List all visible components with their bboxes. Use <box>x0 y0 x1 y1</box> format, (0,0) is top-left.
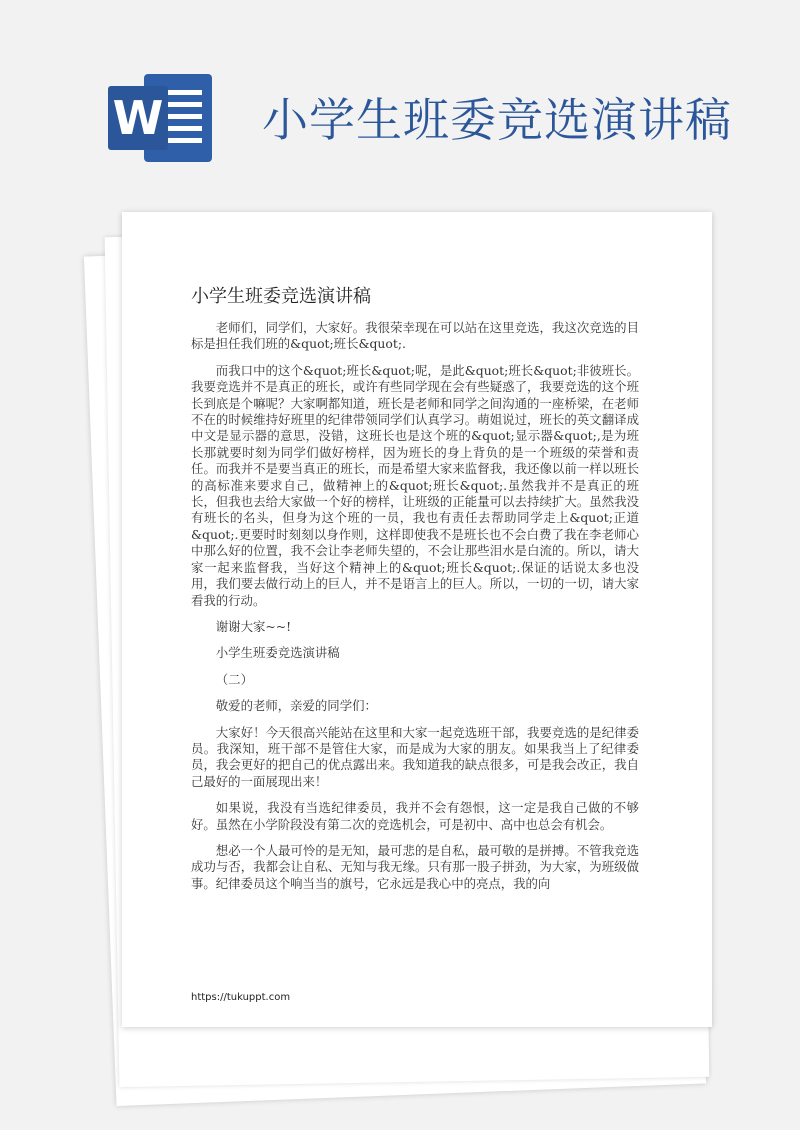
paragraph: 如果说，我没有当选纪律委员，我并不会有怨恨，这一定是我自己做的不够好。虽然在小学阶段没有第二次的竞选机会，可是初中、高中也总会有机会。 <box>191 800 639 832</box>
paragraph: 而我口中的这个&quot;班长&quot;呢，是此&quot;班长&quot;非彼班长。我要竞选并不是真正的班长，或许有些同学现在会有些疑惑了，我要竞选的这个班长到底是个嘛呢？大家啊都知道，班长是老师和同学之间沟通的一座桥梁，在老师不在的时候维持好班里的纪律带领同学们认真学习。萌姐说过，班长的英文翻译成中文是显示器的意思，没错，这班长也是这个班的&quot;显示器&quot;,是为班长那就要时刻为同学们做好榜样，因为班长的身上背负的是一个班级的荣誉和责任。而我并不是要当真正的班长，而是希望大家来监督我，我还像以前一样以班长的高标准来要求自己，做精神上的&quot;班长&quot;.虽然我并不是真正的班长，但我也去给大家做一个好的榜样，让班级的正能量可以去持续扩大。虽然我没有班长的名头，但身为这个班的一员，我也有责任去帮助同学走上&quot;正道&quot;.更要时时刻刻以身作则，这样即使我不是班长也不会白费了我在李老师心中那么好的位置，我不会让李老师失望的，不会让那些泪水是白流的。所以，请大家一起来监督我，当好这个精神上的&quot;班长&quot;.保证的话说太多也没用，我们要去做行动上的巨人，并不是语言上的巨人。所以，一切的一切，请大家看我的行动。 <box>191 362 639 608</box>
footer-url: https://tukuppt.com <box>191 992 291 1003</box>
paragraph: 大家好！今天很高兴能站在这里和大家一起竞选班干部，我要竞选的是纪律委员。我深知，班干部不是管住大家，而是成为大家的朋友。如果我当上了纪律委员，我会更好的把自己的优点露出来。我知道我的缺点很多，可是我会改正，我自己最好的一面展现出来！ <box>191 724 639 789</box>
header-title: 小学生班委竞选演讲稿 <box>262 93 732 147</box>
word-letter: W <box>108 86 168 150</box>
paragraph: 小学生班委竞选演讲稿 <box>215 645 340 661</box>
paragraph: 谢谢大家~~! <box>215 618 292 634</box>
document-title: 小学生班委竞选演讲稿 <box>191 286 371 307</box>
header-banner <box>0 0 800 200</box>
paragraph: 老师们，同学们，大家好。我很荣幸现在可以站在这里竞选，我这次竞选的目标是担任我们班的&quot;班长&quot;. <box>191 320 639 352</box>
paragraph: （二） <box>215 671 253 687</box>
word-doc-icon <box>108 70 212 166</box>
paragraph: 敬爱的老师，亲爱的同学们： <box>215 698 377 714</box>
paragraph: 想必一个人最可怜的是无知，最可悲的是自私，最可敬的是拼搏。不管我竞选成功与否，我都会让自私、无知与我无缘。只有那一股子拼劲，为大家，为班级做事。纪律委员这个响当当的旗号，它永远是我心中的亮点，我的向 <box>191 842 639 891</box>
document-page <box>122 212 712 1027</box>
document-body <box>191 320 639 988</box>
